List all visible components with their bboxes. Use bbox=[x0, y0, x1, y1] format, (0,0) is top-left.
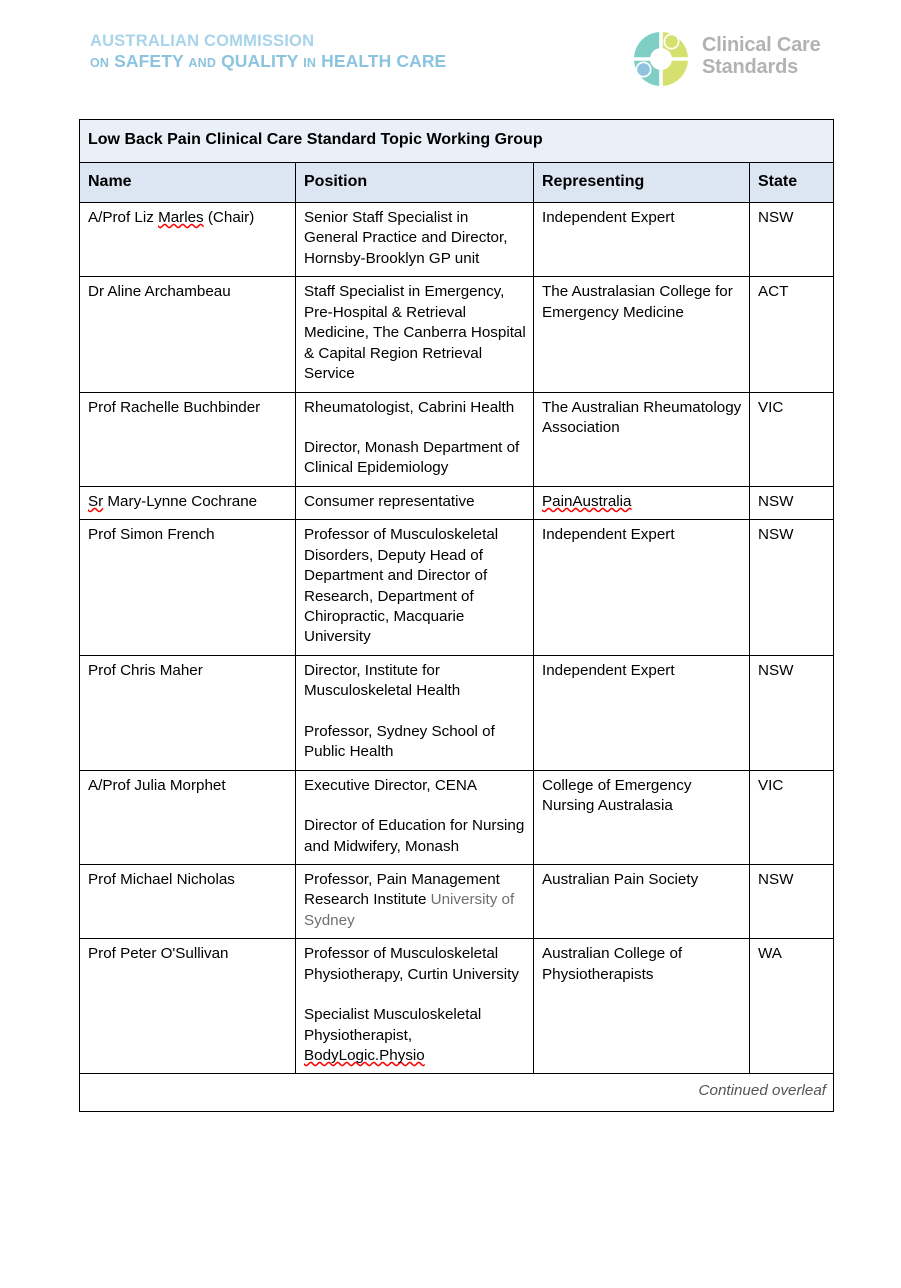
text-run: Specialist Musculoskeletal Physiotherapist, bbox=[304, 1006, 482, 1044]
cell-name bbox=[80, 864, 296, 938]
acsqhc-word-on: ON bbox=[90, 55, 110, 70]
text-run: Mary-Lynne Cochrane bbox=[103, 492, 258, 510]
cell-representing bbox=[534, 655, 750, 770]
faint-text: University of Sydney bbox=[304, 891, 515, 929]
cell-name bbox=[80, 939, 296, 1074]
cell-position bbox=[296, 392, 534, 486]
cell-representing bbox=[534, 864, 750, 938]
text-run: Dr Aline Archambeau bbox=[88, 283, 231, 301]
position-paragraph bbox=[304, 870, 526, 931]
text-run: Executive Director, CENA bbox=[304, 776, 478, 794]
table-footer-row bbox=[80, 1074, 834, 1111]
text-run: A/Prof Liz bbox=[88, 209, 159, 227]
cell-name bbox=[80, 203, 296, 277]
cell-name bbox=[80, 392, 296, 486]
table-row bbox=[80, 203, 834, 277]
position-paragraph bbox=[304, 208, 526, 269]
clinical-care-standards-wordmark bbox=[702, 34, 821, 79]
text-run: Director, Monash Department of Clinical Epidemiology bbox=[304, 438, 520, 477]
cell-representing bbox=[534, 770, 750, 864]
column-header-representing: Representing bbox=[534, 162, 750, 203]
table-row bbox=[80, 864, 834, 938]
cell-state: NSW bbox=[750, 203, 834, 277]
topic-working-group-table bbox=[79, 119, 834, 1112]
text-run: Prof Peter O'Sullivan bbox=[88, 945, 229, 963]
text-run: Prof Rachelle Buchbinder bbox=[88, 398, 261, 416]
acsqhc-logo-line1: AUSTRALIAN COMMISSION bbox=[90, 32, 315, 50]
cell-position bbox=[296, 486, 534, 519]
text-run: Staff Specialist in Emergency, Pre-Hospital & Retrieval Medicine, The Canberra Hospital & Capital Region Retrieval Service bbox=[304, 283, 526, 383]
column-header-state: State bbox=[750, 162, 834, 203]
cell-name bbox=[80, 486, 296, 519]
table-row bbox=[80, 520, 834, 656]
cell-state: VIC bbox=[750, 770, 834, 864]
text-run: The Australasian College for Emergency Medicine bbox=[542, 283, 733, 321]
acsqhc-logo bbox=[90, 33, 446, 70]
cell-representing bbox=[534, 486, 750, 519]
cell-position bbox=[296, 277, 534, 392]
page-header bbox=[0, 0, 901, 105]
position-paragraph bbox=[304, 776, 526, 796]
table-title: Low Back Pain Clinical Care Standard Topic Working Group bbox=[80, 120, 834, 163]
acsqhc-word-quality: QUALITY bbox=[221, 50, 299, 71]
continued-overleaf-note: Continued overleaf bbox=[80, 1074, 834, 1111]
cell-state: ACT bbox=[750, 277, 834, 392]
position-paragraph bbox=[304, 282, 526, 384]
cell-name bbox=[80, 655, 296, 770]
acsqhc-word-health-care: HEALTH CARE bbox=[321, 50, 447, 71]
cell-name bbox=[80, 770, 296, 864]
cell-representing bbox=[534, 520, 750, 656]
table-row bbox=[80, 486, 834, 519]
text-run: (Chair) bbox=[203, 209, 255, 227]
position-paragraph bbox=[304, 722, 526, 763]
column-header-name: Name bbox=[80, 162, 296, 203]
position-paragraph bbox=[304, 438, 526, 479]
cell-position bbox=[296, 655, 534, 770]
cell-representing bbox=[534, 939, 750, 1074]
text-run: Independent Expert bbox=[542, 526, 675, 544]
cell-position bbox=[296, 939, 534, 1074]
text-run: Consumer representative bbox=[304, 492, 475, 510]
ccs-wordmark-line1: Clinical Care bbox=[702, 34, 821, 56]
text-run: Prof Michael Nicholas bbox=[88, 870, 235, 888]
topic-working-group-table-container bbox=[79, 119, 833, 1112]
column-header-position: Position bbox=[296, 162, 534, 203]
position-paragraph bbox=[304, 1005, 526, 1066]
text-run: Australian Pain Society bbox=[542, 870, 699, 888]
table-row bbox=[80, 939, 834, 1074]
text-run: Rheumatologist, Cabrini Health bbox=[304, 398, 515, 416]
text-run: A/Prof Julia Morphet bbox=[88, 776, 226, 794]
position-paragraph bbox=[304, 661, 526, 702]
cell-representing bbox=[534, 277, 750, 392]
clinical-care-standards-ring-icon bbox=[630, 28, 692, 90]
position-paragraph bbox=[304, 492, 526, 512]
table-row bbox=[80, 392, 834, 486]
text-run: Director of Education for Nursing and Midwifery, Monash bbox=[304, 817, 525, 855]
cell-position bbox=[296, 520, 534, 656]
cell-state: NSW bbox=[750, 655, 834, 770]
acsqhc-logo-line2 bbox=[90, 50, 447, 71]
text-run: Professor, Pain Management Research Institute bbox=[304, 870, 500, 909]
cell-representing bbox=[534, 203, 750, 277]
cell-position bbox=[296, 203, 534, 277]
acsqhc-word-safety: SAFETY bbox=[114, 50, 184, 71]
position-paragraph bbox=[304, 944, 526, 985]
cell-position bbox=[296, 770, 534, 864]
cell-position bbox=[296, 864, 534, 938]
text-run: Professor, Sydney School of Public Health bbox=[304, 722, 495, 761]
cell-representing bbox=[534, 392, 750, 486]
ccs-wordmark-line2: Standards bbox=[702, 56, 799, 79]
misspelled-text: BodyLogic.Physio bbox=[304, 1047, 425, 1065]
cell-state: VIC bbox=[750, 392, 834, 486]
table-row bbox=[80, 277, 834, 392]
text-run: Prof Chris Maher bbox=[88, 661, 203, 679]
text-run: Australian College of Physiotherapists bbox=[542, 945, 683, 983]
position-paragraph bbox=[304, 398, 526, 418]
cell-state: NSW bbox=[750, 486, 834, 519]
position-paragraph bbox=[304, 816, 526, 857]
table-title-row bbox=[80, 120, 834, 163]
text-run: Prof Simon French bbox=[88, 526, 215, 544]
cell-name bbox=[80, 277, 296, 392]
text-run: Senior Staff Specialist in General Practice and Director, Hornsby-Brooklyn GP unit bbox=[304, 209, 508, 267]
position-paragraph bbox=[304, 525, 526, 648]
acsqhc-word-and: AND bbox=[188, 55, 217, 70]
text-run: Director, Institute for Musculoskeletal Health bbox=[304, 661, 461, 700]
text-run: Independent Expert bbox=[542, 209, 675, 227]
text-run: College of Emergency Nursing Australasia bbox=[542, 776, 692, 815]
cell-state: NSW bbox=[750, 520, 834, 656]
text-run: Professor of Musculoskeletal Disorders, Deputy Head of Department and Director of Research, Department of Chiropractic, Macquarie University bbox=[304, 526, 499, 646]
text-run: Independent Expert bbox=[542, 661, 675, 679]
clinical-care-standards-logo bbox=[630, 26, 840, 96]
acsqhc-word-in: IN bbox=[303, 55, 317, 70]
cell-state: NSW bbox=[750, 864, 834, 938]
table-row bbox=[80, 770, 834, 864]
table-row bbox=[80, 655, 834, 770]
cell-name bbox=[80, 520, 296, 656]
misspelled-text: PainAustralia bbox=[542, 492, 632, 510]
cell-state: WA bbox=[750, 939, 834, 1074]
text-run: Professor of Musculoskeletal Physiotherapy, Curtin University bbox=[304, 945, 519, 983]
misspelled-text: Sr bbox=[88, 492, 104, 510]
table-column-header-row bbox=[80, 162, 834, 203]
misspelled-text: Marles bbox=[158, 209, 204, 227]
text-run: The Australian Rheumatology Association bbox=[542, 398, 742, 436]
